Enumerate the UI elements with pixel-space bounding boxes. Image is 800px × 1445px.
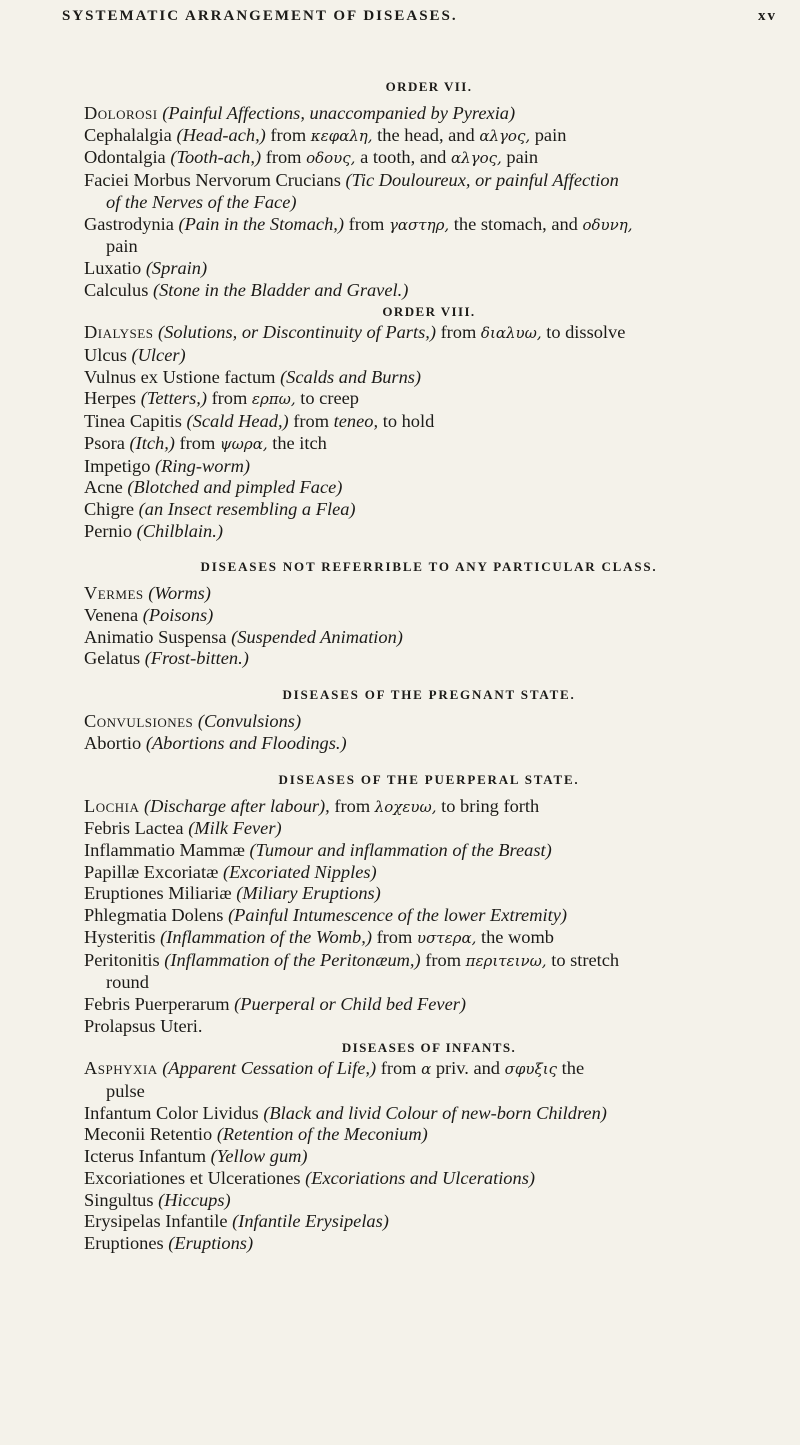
- entry-odontalgia: Odontalgia (Tooth-ach,) from οδους, a tooth, and αλγος, pain: [84, 147, 539, 168]
- order-vii-heading: ORDER VII.: [385, 79, 473, 94]
- entry-febris-puerperarum: Febris Puerperarum (Puerperal or Child bed Fever): [84, 993, 467, 1014]
- entry-infantum-color: Infantum Color Lividus (Black and livid Colour of new-born Children): [84, 1102, 607, 1123]
- entry-herpes: Herpes (Tetters,) from ερπω, to creep: [84, 388, 359, 409]
- entry-erysipelas: Erysipelas Infantile (Infantile Erysipelas): [84, 1211, 389, 1232]
- entry-prolapsus-uteri: Prolapsus Uteri.: [84, 1015, 203, 1036]
- entry-inflammatio-mammae: Inflammatio Mammæ (Tumour and inflammation of the Breast): [84, 839, 552, 860]
- entry-acne: Acne (Blotched and pimpled Face): [84, 477, 343, 498]
- entry-psora: Psora (Itch,) from ψωρα, the itch: [84, 432, 327, 453]
- order-viii-heading: ORDER VIII.: [382, 304, 476, 320]
- puerperal-heading: DISEASES OF THE PUERPERAL STATE.: [278, 771, 580, 787]
- entry-lochia: Lochia (Discharge after labour), from λοχευω, to bring forth: [84, 795, 540, 816]
- entry-vulnus: Vulnus ex Ustione factum (Scalds and Burns): [84, 366, 422, 387]
- entry-dolorosi: Dolorosi (Painful Affections, unaccompanied by Pyrexia): [84, 103, 516, 123]
- page-body: [84, 76, 774, 1255]
- entry-ulcus: Ulcus (Ulcer): [84, 345, 186, 366]
- entry-abortio: Abortio (Abortions and Floodings.): [84, 732, 347, 753]
- entry-faciei-morbus: Faciei Morbus Nervorum Crucians (Tic Douloureux, or painful Affection: [84, 170, 619, 191]
- entry-excoriationes: Excoriationes et Ulcerationes (Excoriations and Ulcerations): [84, 1167, 535, 1188]
- running-title: SYSTEMATIC ARRANGEMENT OF DISEASES.: [62, 8, 458, 24]
- entry-dialyses: Dialyses (Solutions, or Discontinuity of Parts,) from διαλυω, to dissolve: [84, 322, 626, 343]
- entry-cephalalgia: Cephalalgia (Head-ach,) from κεφαλη, the head, and αλγος, pain: [84, 124, 567, 145]
- entry-asphyxia-cont: pulse: [106, 1081, 145, 1102]
- entry-singultus: Singultus (Hiccups): [84, 1189, 231, 1210]
- entry-gastrodynia-cont: pain: [106, 236, 138, 257]
- page-number: xv: [758, 8, 777, 24]
- entry-gastrodynia: Gastrodynia (Pain in the Stomach,) from γαστηρ, the stomach, and οδυνη,: [84, 213, 633, 234]
- entry-pernio: Pernio (Chilblain.): [84, 520, 223, 541]
- entry-chigre: Chigre (an Insect resembling a Flea): [84, 498, 356, 519]
- entry-convulsiones: Convulsiones (Convulsions): [84, 711, 302, 732]
- pregnant-heading: DISEASES OF THE PREGNANT STATE.: [282, 687, 576, 703]
- misc-heading: DISEASES NOT REFERRIBLE TO ANY PARTICULAR CLASS.: [200, 559, 658, 575]
- entry-meconii: Meconii Retentio (Retention of the Meconium): [84, 1124, 428, 1145]
- entry-asphyxia: Asphyxia (Apparent Cessation of Life,) from α priv. and σφυξις the: [84, 1058, 585, 1079]
- entry-calculus: Calculus (Stone in the Bladder and Gravel.): [84, 279, 409, 300]
- entry-eruptiones-miliariae: Eruptiones Miliariæ (Miliary Eruptions): [84, 883, 381, 904]
- entry-luxatio: Luxatio (Sprain): [84, 257, 208, 278]
- entry-peritonitis-cont: round: [106, 972, 149, 993]
- entry-febris-lactea: Febris Lactea (Milk Fever): [84, 818, 282, 839]
- entry-icterus: Icterus Infantum (Yellow gum): [84, 1146, 308, 1167]
- entry-papillae: Papillæ Excoriatæ (Excoriated Nipples): [84, 861, 377, 882]
- entry-faciei-morbus-cont: of the Nerves of the Face): [106, 191, 297, 212]
- entry-gelatus: Gelatus (Frost-bitten.): [84, 648, 249, 669]
- entry-tinea-capitis: Tinea Capitis (Scald Head,) from teneo, to hold: [84, 411, 435, 432]
- entry-impetigo: Impetigo (Ring-worm): [84, 455, 251, 476]
- entry-phlegmatia: Phlegmatia Dolens (Painful Intumescence of the lower Extremity): [84, 905, 567, 926]
- infants-heading: DISEASES OF INFANTS.: [341, 1040, 517, 1056]
- entry-venena: Venena (Poisons): [84, 605, 214, 626]
- entry-vermes: Vermes (Worms): [84, 583, 211, 604]
- entry-hysteritis: Hysteritis (Inflammation of the Womb,) from υστερα, the womb: [84, 926, 554, 947]
- entry-eruptiones: Eruptiones (Eruptions): [84, 1232, 254, 1253]
- entry-peritonitis: Peritonitis (Inflammation of the Peritonæum,) from περιτεινω, to stretch: [84, 949, 620, 970]
- entry-animatio: Animatio Suspensa (Suspended Animation): [84, 626, 403, 647]
